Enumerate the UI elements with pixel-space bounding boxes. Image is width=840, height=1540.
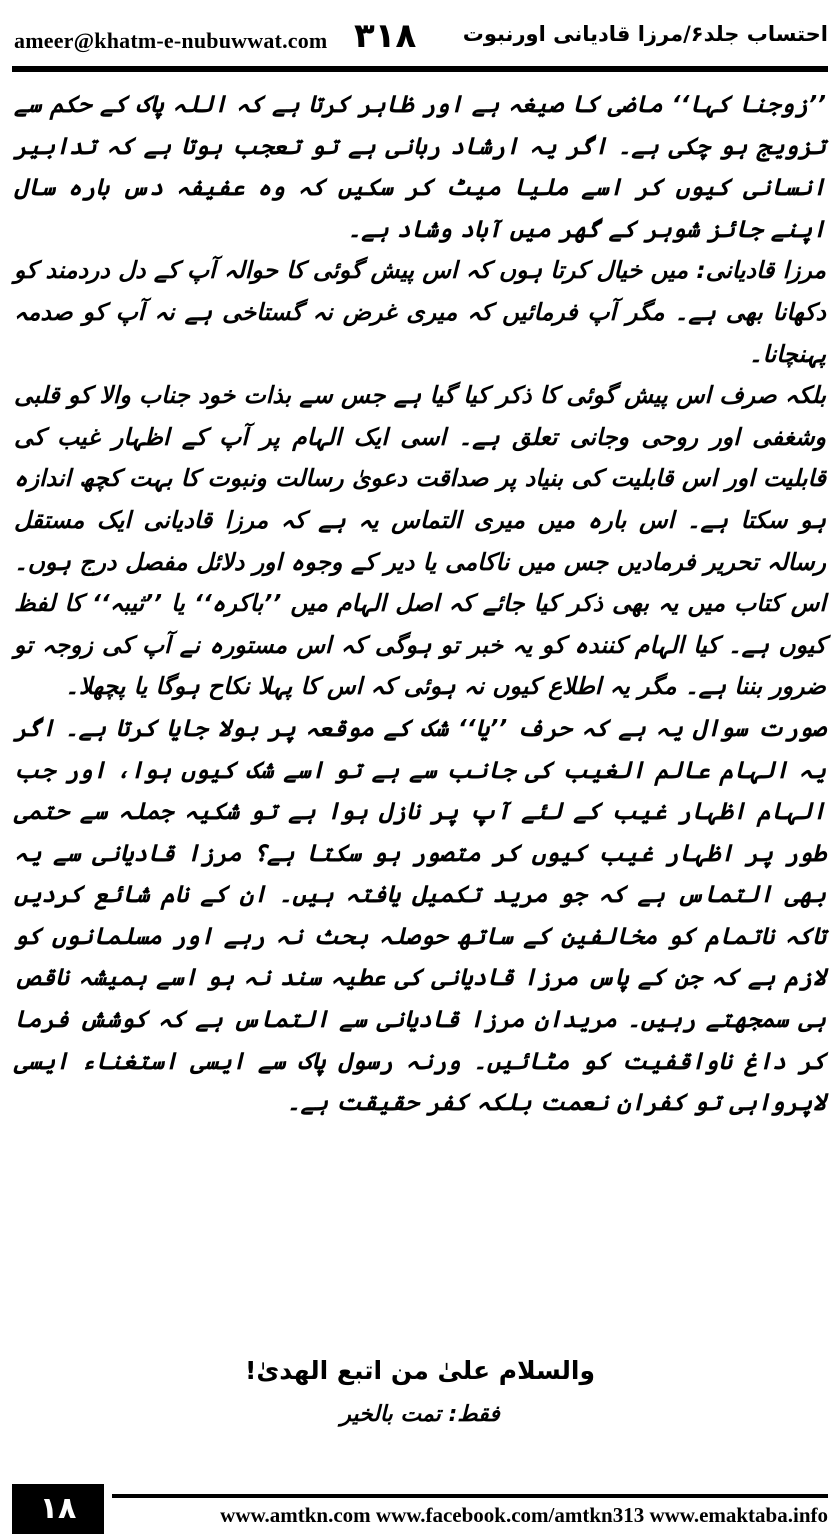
page-number: ۳۱۸ xyxy=(354,16,417,56)
header-email: ameer@khatm-e-nubuwwat.com xyxy=(14,28,328,53)
closing-signature: فقط: تمت بالخیر xyxy=(340,1402,500,1427)
header-divider xyxy=(12,66,828,72)
body-text xyxy=(14,84,826,1124)
running-title: احتساب جلد۶/مرزا قادیانی اورنبوت xyxy=(462,22,828,46)
page-header xyxy=(14,14,828,62)
paragraph-4: صورت سوال یہ ہے کہ حرف ’’یا‘‘ شک کے موقعہ پر بولا جایا کرتا ہے۔ اگر یہ الہام عالم الغیب کی جانب سے ہے تو اسے شک کیوں ہوا، اور جب الہام اظہار غیب کے لئے آپ پر نازل ہوا ہے تو شکیہ جملہ سے حتمی طور پر اظہار غیب کیوں کر متصور ہو سکتا ہے؟ مرزا قادیانی سے یہ بھی التماس ہے کہ جو مرید تکمیل یافتہ ہیں۔ ان کے نام شائع کردیں تاکہ ناتمام کو مخالفین کے ساتھ حوصلہ بحث نہ رہے اور مسلمانوں کو لازم ہے کہ جن کے پاس مرزا قادیانی کی عطیہ سند نہ ہو اسے ہمیشہ ناقص ہی سمجھتے رہیں۔ مریدان مرزا قادیانی سے التماس ہے کہ کوشش فرما کر داغ ناواقفیت کو مٹائیں۔ ورنہ رسول پاک سے ایسی استغناء ایسی لاپرواہی تو کفران نعمت بلکہ کفر حقیقت ہے۔ xyxy=(14,713,826,1117)
paragraph-2: مرزا قادیانی: میں خیال کرتا ہوں کہ اس پیش گوئی کا حوالہ آپ کے دل دردمند کو دکھانا بھی ہے۔ مگر آپ فرمائیں کہ میری غرض نہ گستاخی ہے نہ آپ کو صدمہ پہنچانا۔ xyxy=(14,256,826,368)
paragraph-3: بلکہ صرف اس پیش گوئی کا ذکر کیا گیا ہے جس سے بذات خود جناب والا کو قلبی وشغفی اور روحی وجانی تعلق ہے۔ اسی ایک الہام پر آپ کے اظہار غیب کی قابلیت اور اس قابلیت کی بنیاد پر صداقت دعویٰ رسالت ونبوت کا بہت کچھ اندازہ ہو سکتا ہے۔ اس بارہ میں میری التماس یہ ہے کہ مرزا قادیانی ایک مستقل رسالہ تحریر فرمادیں جس میں ناکامی یا دیر کے وجوہ اور دلائل مفصل درج ہوں۔ اس کتاب میں یہ بھی ذکر کیا جائے کہ اصل الہام میں ’’باکرہ‘‘ یا ’’ثیبہ‘‘ کا لفظ کیوں ہے۔ کیا الہام کنندہ کو یہ خبر تو ہوگی کہ اس مستورہ نے آپ کی زوجہ تو ضرور بننا ہے۔ مگر یہ اطلاع کیوں نہ ہوئی کہ اس کا پہلا نکاح ہوگا یا پچھلا۔ xyxy=(14,381,826,701)
footer-page-badge: ۱۸ xyxy=(12,1484,104,1534)
footer-links: www.amtkn.com www.facebook.com/amtkn313 www.emaktaba.info xyxy=(220,1503,828,1527)
closing-salutation: والسلام علیٰ من اتبع الھدیٰ! xyxy=(244,1356,596,1385)
page-footer xyxy=(12,1491,828,1534)
closing-block xyxy=(0,1349,840,1437)
paragraph-1: ’’زوجنا کہا‘‘ ماضی کا صیغہ ہے اور ظاہر کرتا ہے کہ اللہ پاک کے حکم سے تزویج ہو چکی ہے۔ اگر یہ ارشاد ربانی ہے تو تعجب ہوتا ہے کہ تدابیر انسانی کیوں کر اسے ملیا میٹ کر سکیں کہ وہ عفیفہ دس بارہ سال اپنے جائز شوہر کے گھر میں آباد وشاد ہے۔ xyxy=(14,90,826,243)
